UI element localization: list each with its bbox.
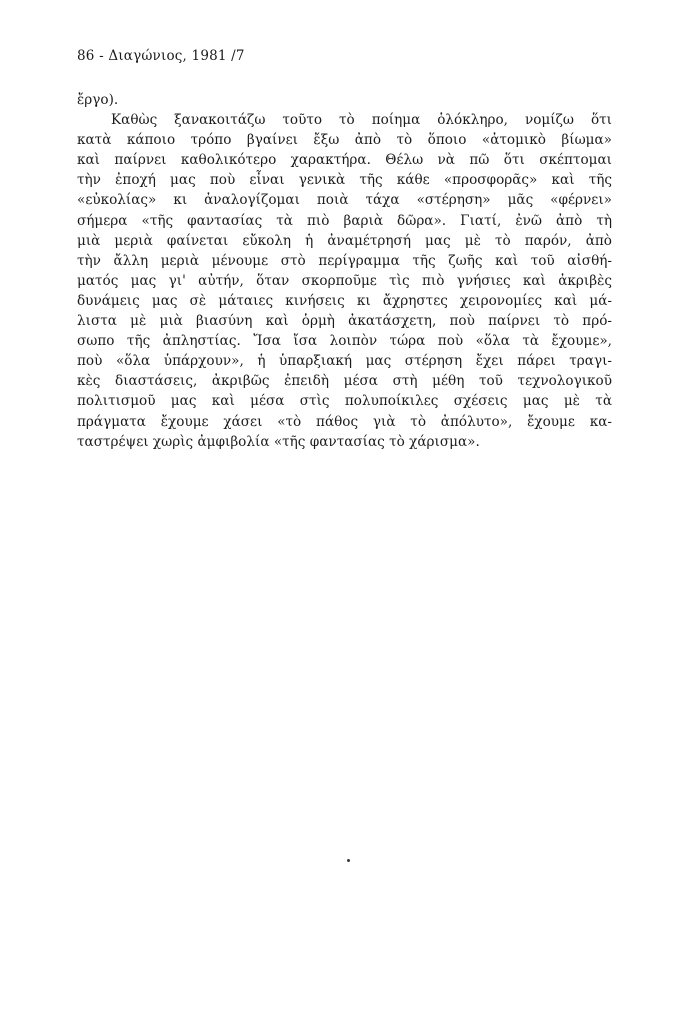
text-line: πράγματα ἔχουμε χάσει «τὸ πάθος γιὰ τὸ ἀπόλυτο», ἔχουμε κα-	[77, 413, 612, 430]
text-line: ματός μας γι' αὐτήν, ὅταν σκορποῦμε τὶς πιὸ γνήσιες καὶ ἀκριβὲς	[77, 272, 612, 289]
text-line: «εὐκολίας» κι ἀναλογίζομαι ποιὰ τάχα «στέρηση» μᾶς «φέρνει»	[77, 192, 612, 209]
text-line: σήμερα «τῆς φαντασίας τὰ πιὸ βαριὰ δῶρα». Γιατί, ἐνῶ ἀπὸ τὴ	[77, 212, 612, 229]
text-line: σωπο τῆς ἀπληστίας. Ἴσα ἴσα λοιπὸν τώρα ποὺ «ὅλα τὰ ἔχουμε»,	[77, 333, 612, 350]
body-text	[77, 90, 612, 452]
text-line: πολιτισμοῦ μας καὶ μέσα στὶς πολυποίκιλες σχέσεις μας μὲ τὰ	[77, 393, 612, 410]
text-line: τὴν ἐποχή μας ποὺ εἶναι γενικὰ τῆς κάθε «προσφορᾶς» καὶ τῆς	[77, 172, 612, 189]
text-line: ποὺ «ὅλα ὑπάρχουν», ἡ ὑπαρξιακή μας στέρηση ἔχει πάρει τραγι-	[77, 353, 612, 370]
running-head: 86 - Διαγώνιος, 1981 /7	[77, 48, 245, 64]
text-line: Καθὼς ξανακοιτάζω τοῦτο τὸ ποίημα ὁλόκληρο, νομίζω ὅτι	[111, 112, 612, 129]
text-line: δυνάμεις μας σὲ μάταιες κινήσεις κι ἄχρηστες χειρονομίες καὶ μά-	[77, 292, 612, 309]
text-line: μιὰ μεριὰ φαίνεται εὔκολη ἡ ἀναμέτρησή μας μὲ τὸ παρόν, ἀπὸ	[77, 232, 612, 249]
text-line: ταστρέψει χωρὶς ἀμφιβολία «τῆς φαντασίας τὸ χάρισμα».	[77, 433, 480, 450]
text-line: κατὰ κάποιο τρόπο βγαίνει ἔξω ἀπὸ τὸ ὅποιο «ἀτομικὸ βίωμα»	[77, 132, 612, 149]
text-line: τὴν ἄλλη μεριὰ μένουμε στὸ περίγραμμα τῆς ζωῆς καὶ τοῦ αἰσθή-	[77, 252, 612, 269]
text-line: ἔργο).	[77, 92, 119, 108]
text-line: κὲς διαστάσεις, ἀκριβῶς ἐπειδὴ μέσα στὴ μέθη τοῦ τεχνολογικοῦ	[77, 373, 612, 390]
ink-speck	[347, 859, 350, 862]
text-line: λιστα μὲ μιὰ βιασύνη καὶ ὁρμὴ ἀκατάσχετη, ποὺ παίρνει τὸ πρό-	[77, 313, 612, 330]
text-line: καὶ παίρνει καθολικότερο χαρακτήρα. Θέλω νὰ πῶ ὅτι σκέπτομαι	[77, 152, 612, 169]
